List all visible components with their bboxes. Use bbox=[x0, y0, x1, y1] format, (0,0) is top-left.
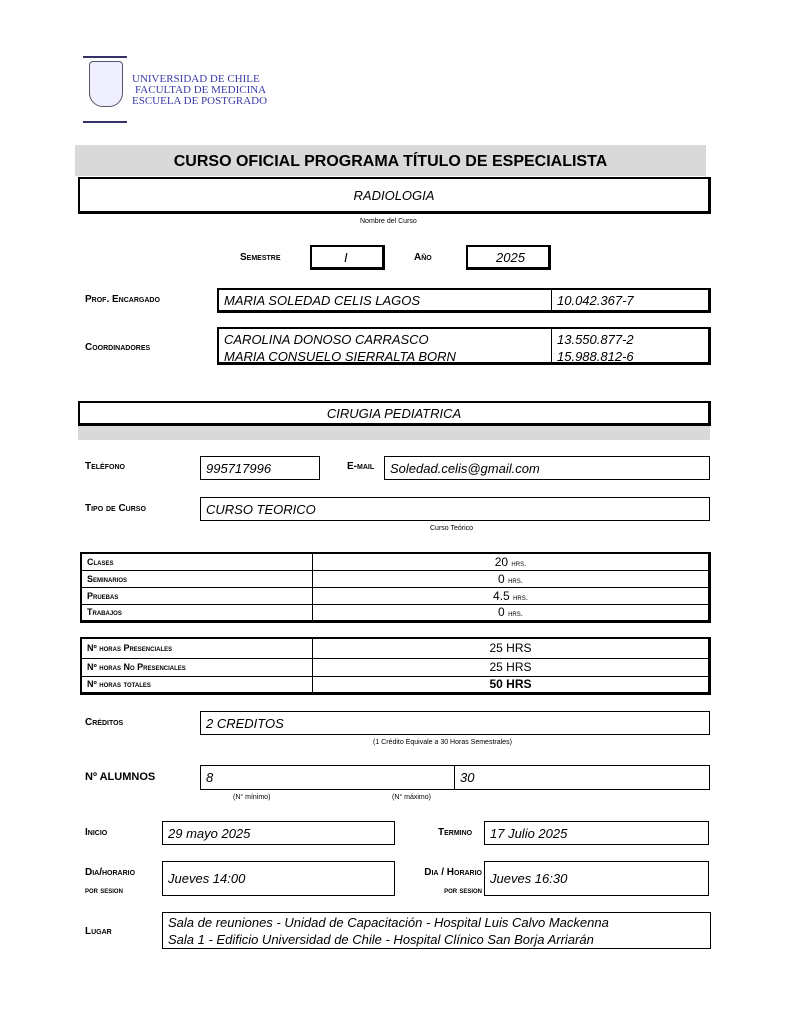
prof-label: Prof. Encargado bbox=[85, 294, 160, 305]
coordinator-row bbox=[224, 331, 708, 348]
university-name bbox=[132, 74, 267, 107]
coordinator-name: MARIA CONSUELO SIERRALTA BORN bbox=[224, 349, 456, 364]
logo-line: ESCUELA DE POSTGRADO bbox=[132, 95, 268, 107]
prof-name: MARIA SOLEDAD CELIS LAGOS bbox=[224, 292, 421, 308]
course-name-field[interactable]: RADIOLOGIA bbox=[78, 177, 711, 214]
table-row bbox=[81, 638, 710, 658]
credits-note: (1 Crédito Equivale a 30 Horas Semestrales) bbox=[373, 739, 512, 746]
seal-icon bbox=[89, 61, 123, 107]
place-line: Sala 1 - Edificio Universidad de Chile - Hospital Clínico San Borja Arriarán bbox=[168, 932, 594, 947]
credits-label: Créditos bbox=[85, 717, 124, 728]
start-date-field[interactable]: 29 mayo 2025 bbox=[162, 821, 395, 845]
schedule-end-label: Dia / Horario por sesion bbox=[424, 867, 482, 895]
max-caption: (N° máximo) bbox=[392, 794, 431, 801]
hours-label: Pruebas bbox=[81, 587, 313, 604]
students-label: Nº ALUMNOS bbox=[85, 771, 156, 783]
table-row bbox=[81, 553, 710, 570]
table-row bbox=[81, 658, 710, 676]
table-row bbox=[81, 570, 710, 587]
logo-line: FACULTAD DE MEDICINA bbox=[135, 84, 267, 96]
hours-label: Seminarios bbox=[81, 570, 313, 587]
schedule-end-field[interactable]: Jueves 16:30 bbox=[484, 861, 709, 896]
email-label: E-mail bbox=[347, 461, 375, 472]
hours-value: 20 hrs. bbox=[313, 553, 710, 570]
course-type-caption: Curso Teórico bbox=[430, 525, 474, 532]
totals-table bbox=[80, 637, 711, 695]
course-type-label: Tipo de Curso bbox=[85, 503, 146, 514]
coordinator-id: 13.550.877-2 bbox=[557, 332, 634, 347]
start-label: Inicio bbox=[85, 827, 108, 838]
hours-label: Clases bbox=[81, 553, 313, 570]
students-min: 8 bbox=[206, 770, 214, 785]
credits-field[interactable]: 2 CREDITOS bbox=[200, 711, 710, 735]
total-label: Nº horas totales bbox=[81, 676, 313, 693]
year-field[interactable]: 2025 bbox=[466, 245, 551, 270]
section-field[interactable]: CIRUGIA PEDIATRICA bbox=[78, 401, 711, 426]
total-value: 25 HRS bbox=[313, 638, 710, 658]
end-label: Termino bbox=[438, 827, 473, 838]
schedule-label: Dia/horario por sesion bbox=[85, 867, 136, 895]
schedule-start-field[interactable]: Jueves 14:00 bbox=[162, 861, 395, 896]
coordinators-label: Coordinadores bbox=[85, 342, 151, 353]
total-label: Nº horas Presenciales bbox=[81, 638, 313, 658]
semester-label: Semestre bbox=[240, 252, 281, 263]
year-label: Año bbox=[414, 252, 432, 263]
hours-table bbox=[80, 552, 711, 623]
coordinators-field[interactable] bbox=[217, 327, 711, 365]
logo-line: UNIVERSIDAD DE CHILE bbox=[132, 73, 260, 85]
email-field[interactable]: Soledad.celis@gmail.com bbox=[384, 456, 710, 480]
phone-field[interactable]: 995717996 bbox=[200, 456, 320, 480]
course-name-caption: Nombre del Curso bbox=[360, 218, 417, 225]
place-field[interactable] bbox=[162, 912, 711, 949]
place-label: Lugar bbox=[85, 926, 112, 937]
place-line: Sala de reuniones - Unidad de Capacitación - Hospital Luis Calvo Mackenna bbox=[168, 915, 609, 930]
end-date-field[interactable]: 17 Julio 2025 bbox=[484, 821, 709, 845]
min-caption: (N° mínimo) bbox=[233, 794, 271, 801]
hours-value: 0 hrs. bbox=[313, 570, 710, 587]
prof-id: 10.042.367-7 bbox=[557, 292, 634, 308]
total-label: Nº horas No Presenciales bbox=[81, 658, 313, 676]
phone-label: Teléfono bbox=[85, 461, 125, 472]
section-band bbox=[78, 426, 710, 440]
table-row bbox=[81, 587, 710, 604]
course-type-field[interactable]: CURSO TEORICO bbox=[200, 497, 710, 521]
total-value: 50 HRS bbox=[313, 676, 710, 693]
hours-value: 0 hrs. bbox=[313, 604, 710, 621]
table-row bbox=[81, 676, 710, 693]
hours-label: Trabajos bbox=[81, 604, 313, 621]
prof-field[interactable] bbox=[217, 288, 711, 313]
students-max: 30 bbox=[460, 770, 475, 785]
hours-value: 4.5 hrs. bbox=[313, 587, 710, 604]
coordinator-name: CAROLINA DONOSO CARRASCO bbox=[224, 332, 429, 347]
total-value: 25 HRS bbox=[313, 658, 710, 676]
students-field[interactable] bbox=[200, 765, 710, 790]
table-row bbox=[81, 604, 710, 621]
coordinator-id: 15.988.812-6 bbox=[557, 349, 634, 364]
coordinator-row bbox=[224, 348, 708, 365]
university-logo bbox=[83, 56, 128, 126]
semester-field[interactable]: I bbox=[310, 245, 385, 270]
page-title: CURSO OFICIAL PROGRAMA TÍTULO DE ESPECIALISTA bbox=[75, 145, 706, 176]
